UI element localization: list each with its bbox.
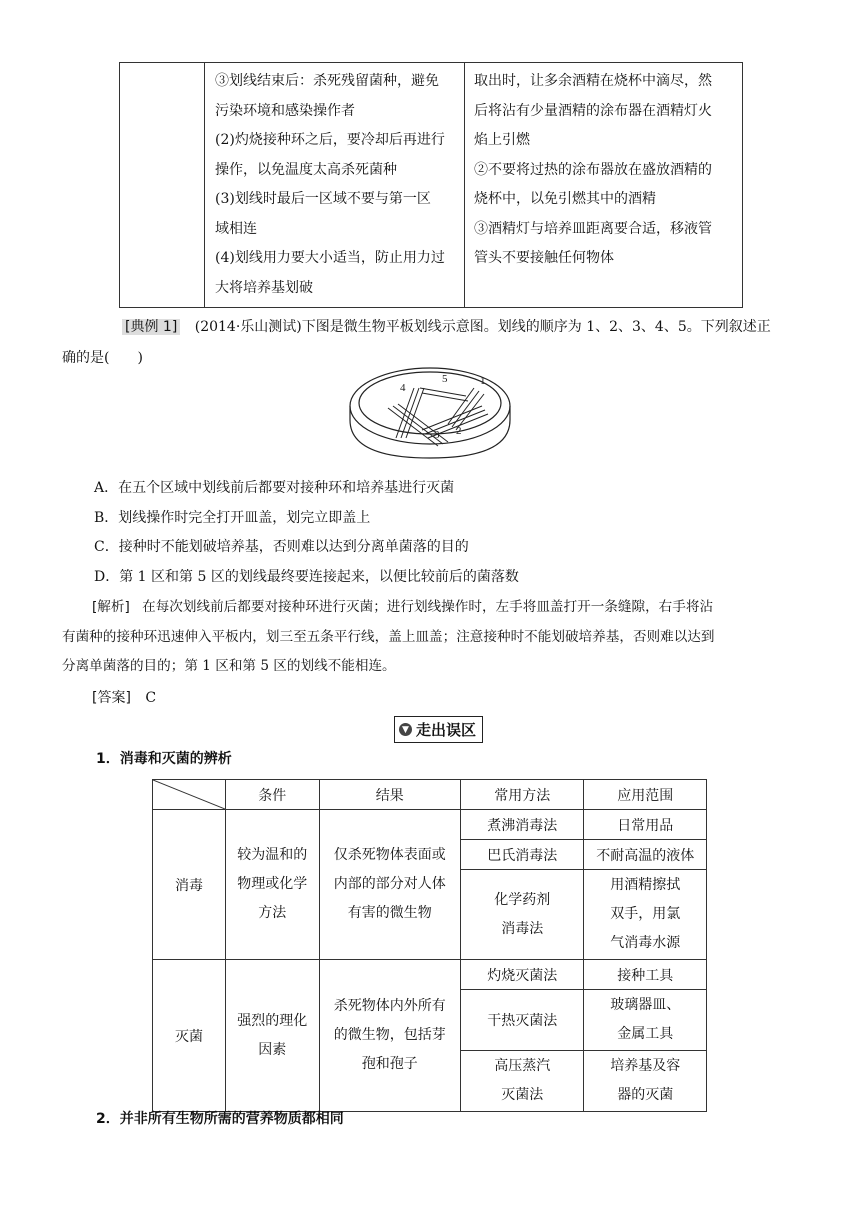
example-tag: [典例 1] <box>122 319 180 335</box>
sterilize-result <box>319 960 460 1112</box>
option-a: A．在五个区域中划线前后都要对接种环和培养基进行灭菌 <box>94 480 455 496</box>
table-row <box>153 810 707 840</box>
table-header-row <box>153 780 707 810</box>
scope-cell: 日常用品 <box>584 810 707 840</box>
zone-label-1: 1 <box>480 375 486 387</box>
text-line: 仅杀死物体表面或 <box>333 847 446 863</box>
text-line: 焰上引燃 <box>474 132 530 148</box>
options-list <box>94 474 519 592</box>
answer-tag: [答案] <box>92 690 131 706</box>
method-cell: 煮沸消毒法 <box>461 810 584 840</box>
text-line: 化学药剂 <box>494 891 551 908</box>
option-b: B．划线操作时完全打开皿盖，划完立即盖上 <box>94 509 371 526</box>
banner-text: 走出误区 <box>416 721 477 739</box>
header-method: 常用方法 <box>461 780 584 810</box>
top-table-left-col <box>215 67 465 303</box>
example-question-text: 下图是微生物平板划线示意图。划线的顺序为 1、2、3、4、5。下列叙述正 <box>301 319 771 335</box>
text-line: 消毒法 <box>501 920 544 937</box>
sterilize-condition <box>226 960 320 1112</box>
row-label-sterilize: 灭菌 <box>153 960 226 1112</box>
text-line: ③划线结束后：杀死残留菌种，避免 <box>215 73 439 89</box>
analysis-line-1 <box>62 593 804 623</box>
scope-cell <box>584 990 707 1051</box>
method-cell: 巴氏消毒法 <box>461 840 584 870</box>
text-line: (3)划线时最后一区域不要与第一区 <box>215 191 431 207</box>
method-cell <box>461 1051 584 1112</box>
text-line: 方法 <box>258 905 287 921</box>
analysis-line-3: 分离单菌落的目的；第 1 区和第 5 区的划线不能相连。 <box>62 658 396 674</box>
analysis-text: 在每次划线前后都要对接种环进行灭菌；进行划线操作时，左手将皿盖打开一条缝隙，右手将沾 <box>142 599 714 615</box>
header-result: 结果 <box>319 780 460 810</box>
header-scope: 应用范围 <box>584 780 707 810</box>
scope-cell <box>584 870 707 960</box>
option-d: D．第 1 区和第 5 区的划线最终要连接起来，以便比较前后的菌落数 <box>94 568 519 585</box>
text-line: 内部的部分对人体 <box>333 876 446 892</box>
text-line: 有害的微生物 <box>347 905 432 921</box>
method-cell <box>461 870 584 960</box>
text-line: 孢和孢子 <box>361 1056 418 1072</box>
text-line: 培养基及容 <box>610 1058 681 1074</box>
text-line: 操作，以免温度太高杀死菌种 <box>215 161 397 178</box>
example-source: (2014·乐山测试) <box>194 319 302 335</box>
text-line: ③酒精灯与培养皿距离要合适，移液管 <box>474 220 712 237</box>
petri-dish-figure <box>348 358 513 468</box>
answer-value: C <box>145 690 157 706</box>
text-line: 用酒精擦拭 <box>610 877 681 893</box>
text-line: 较为温和的 <box>237 847 308 863</box>
top-table-right-col <box>474 67 742 274</box>
chevron-down-icon: ▼ <box>399 723 412 736</box>
analysis-line-2: 有菌种的接种环迅速伸入平板内，划三至五条平行线，盖上皿盖；注意接种时不能划破培养基，否则难以达到 <box>62 628 715 645</box>
text-line: 管头不要接触任何物体 <box>474 250 614 266</box>
disinfect-result <box>319 810 460 960</box>
example-line-1 <box>62 313 802 342</box>
text-line: 灭菌法 <box>501 1087 544 1103</box>
method-cell: 灼烧灭菌法 <box>461 960 584 990</box>
section2-title: 2．并非所有生物所需的营养物质都相同 <box>96 1111 344 1127</box>
text-line: 烧杯中，以免引燃其中的酒精 <box>474 191 656 207</box>
text-line: 后将沾有少量酒精的涂布器在酒精灯火 <box>474 102 712 119</box>
disinfect-condition <box>226 810 320 960</box>
option-c: C．接种时不能划破培养基，否则难以达到分离单菌落的目的 <box>94 539 469 556</box>
disinfect-sterilize-table <box>152 779 707 1112</box>
top-table <box>119 62 743 308</box>
zone-label-5: 5 <box>442 373 448 385</box>
text-line: 污染环境和感染操作者 <box>215 102 355 119</box>
dish-rim-outer <box>350 368 510 444</box>
scope-cell: 不耐高温的液体 <box>584 840 707 870</box>
scope-cell <box>584 1051 707 1112</box>
zone-label-2: 2 <box>456 425 462 437</box>
table-row <box>153 960 707 990</box>
text-line: 物理或化学 <box>237 876 308 892</box>
text-line: 双手，用氯 <box>610 906 681 922</box>
text-line: 强烈的理化 <box>237 1012 308 1029</box>
text-line: 器的灭菌 <box>617 1087 674 1103</box>
section1-title: 1．消毒和灭菌的辨析 <box>96 751 232 767</box>
answer <box>92 684 156 713</box>
text-line: 高压蒸汽 <box>494 1058 551 1074</box>
text-line: (2)灼烧接种环之后，要冷却后再进行 <box>215 132 445 148</box>
text-line: 金属工具 <box>617 1026 674 1042</box>
row-label-disinfect: 消毒 <box>153 810 226 960</box>
text-line: 玻璃器皿、 <box>610 997 681 1013</box>
example-line-2: 确的是( ) <box>62 350 143 366</box>
method-cell: 干热灭菌法 <box>461 990 584 1051</box>
text-line: 取出时，让多余酒精在烧杯中滴尽，然 <box>474 73 712 89</box>
scope-cell: 接种工具 <box>584 960 707 990</box>
text-line: 因素 <box>258 1041 287 1058</box>
text-line: (4)划线用力要大小适当，防止用力过 <box>215 250 445 266</box>
text-line: 的微生物，包括芽 <box>333 1027 446 1043</box>
text-line: 气消毒水源 <box>610 935 681 951</box>
text-line: 域相连 <box>215 220 257 237</box>
analysis-tag: [解析] <box>92 599 130 615</box>
header-condition: 条件 <box>226 780 320 810</box>
text-line: 杀死物体内外所有 <box>333 998 446 1014</box>
section-banner <box>394 716 483 743</box>
text-line: 大将培养基划破 <box>215 279 313 296</box>
diagonal-header-cell <box>153 780 226 810</box>
text-line: ②不要将过热的涂布器放在盛放酒精的 <box>474 161 712 178</box>
zone-label-3: 3 <box>434 429 440 441</box>
analysis <box>62 593 804 682</box>
zone-label-4: 4 <box>400 382 406 394</box>
